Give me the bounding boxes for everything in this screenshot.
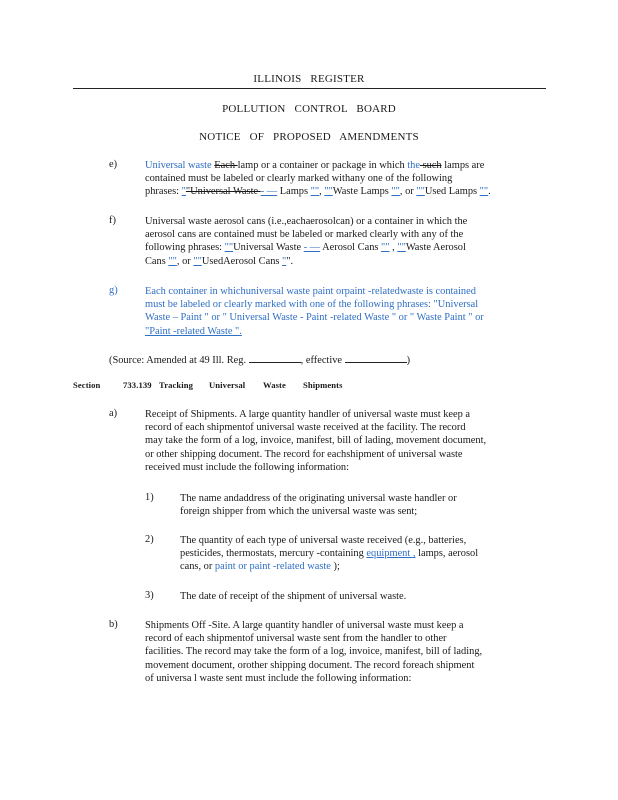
item-a-text: [145, 408, 535, 474]
e-phrase-used-lamps: Used Lamps: [424, 186, 480, 198]
e-phrase-universal-waste: "Universal Waste: [185, 186, 261, 198]
f-phrase-waste-aerosol: Waste Aerosol: [405, 242, 466, 254]
e-quote-2: "": [310, 186, 320, 198]
a-line4: or other shipping document. The record for eachshipment of universal waste: [145, 448, 463, 460]
f-end: ".: [286, 255, 294, 267]
section-title-tracking: Tracking: [159, 380, 194, 390]
section-title-waste: Waste: [263, 380, 286, 390]
f-dash: - —: [303, 242, 321, 254]
section-word: Section: [73, 380, 101, 390]
sub2-equipment: equipment ,: [366, 548, 416, 560]
f-cans: Cans: [145, 255, 169, 267]
item-b-label: b): [109, 619, 118, 630]
f-quote-3: "": [397, 242, 406, 254]
e-line2: contained must be labeled or clearly marked withany one of the following: [145, 173, 453, 185]
a-line2: record of each shipmentof universal waste received at the facility. The record: [145, 422, 466, 434]
source-text: (Source: Amended at 49 Ill. Reg.: [109, 355, 249, 366]
section-number: 733.139: [123, 380, 152, 390]
item-f-label: f): [109, 215, 116, 226]
b-line2: record of each shipmentof universal waste sent from the handler to other: [145, 633, 447, 645]
source-close: ): [406, 355, 411, 366]
sub2-paint-waste: paint or paint -related waste: [214, 561, 331, 573]
b-line5: of universa l waste sent must include the following information:: [145, 672, 412, 684]
sub3-label: 3): [145, 590, 154, 601]
e-quote-3: "": [324, 186, 333, 198]
b-line1: Shipments Off -Site. A large quantity handler of universal waste must keep a: [145, 620, 464, 631]
e-inserted-the: the: [407, 160, 420, 171]
e-phrase-lamps: Lamps: [277, 186, 311, 198]
e-quote-5: "": [416, 186, 425, 198]
item-g-text: [145, 285, 535, 338]
e-struck-such: such: [419, 160, 442, 171]
e-or: , or: [399, 186, 417, 198]
sub1-label: 1): [145, 492, 154, 503]
sub2-line3-end: );: [330, 561, 340, 573]
sub3-line1: The date of receipt of the shipment of universal waste.: [180, 591, 407, 602]
item-e-text: [145, 159, 535, 199]
sub2-line2-start: pesticides, thermostats, mercury -containing: [180, 548, 367, 560]
f-line3-start: following phrases:: [145, 242, 225, 254]
sub3-text: [180, 590, 530, 603]
e-struck-each: Each: [214, 160, 238, 171]
reg-blank: [249, 353, 301, 363]
f-quote-4: "": [168, 255, 177, 267]
e-quote-6: "": [479, 186, 489, 198]
e-comma: ,: [319, 186, 325, 198]
sub2-line3-start: cans, or: [180, 561, 215, 573]
sub2-line2-end: lamps, aerosol: [415, 548, 479, 560]
item-b-text: [145, 619, 535, 685]
e-quote-4: "": [391, 186, 400, 198]
a-line1: Receipt of Shipments. A large quantity handler of universal waste must keep a: [145, 409, 471, 420]
f-phrase-universal: Universal Waste: [233, 242, 304, 254]
f-quote-1: "": [224, 242, 234, 254]
e-line1-end: lamps are: [441, 160, 485, 171]
f-line1: Universal waste aerosol cans (i.e.,eachaerosolcan) or a container in which the: [145, 216, 468, 227]
e-period: .: [488, 186, 491, 198]
item-e-label: e): [109, 159, 118, 170]
f-phrase-aerosol-cans: Aerosol Cans: [320, 242, 382, 254]
f-quote-6: ": [282, 255, 287, 267]
e-phrase-waste-lamps: Waste Lamps: [332, 186, 392, 198]
header-rule: [73, 88, 546, 89]
f-quote-2: "": [381, 242, 390, 254]
g-line1: Each container in whichuniversal waste paint orpaint -relatedwaste is contained: [145, 286, 476, 297]
section-title-shipments: Shipments: [303, 380, 343, 390]
source-note: [109, 353, 539, 367]
effective-blank: [345, 353, 407, 363]
e-inserted-universal-waste: Universal waste: [145, 160, 215, 171]
a-line5: received must include the following information:: [145, 461, 350, 473]
item-f-text: [145, 215, 535, 268]
f-phrase-used-aerosol: UsedAerosol Cans: [201, 255, 283, 267]
sub2-label: 2): [145, 534, 154, 545]
sub1-line2: foreign shipper from which the universal waste was sent;: [180, 506, 418, 518]
g-line2: must be labeled or clearly marked with one of the following phrases: "Universal: [145, 299, 479, 311]
item-g-label: g): [109, 285, 118, 296]
f-or: , or: [176, 255, 194, 267]
effective-text: , effective: [300, 355, 345, 366]
sub2-line1: The quantity of each type of universal waste received (e.g., batteries,: [180, 535, 467, 546]
sub1-line1: The name andaddress of the originating universal waste handler or: [180, 493, 457, 504]
f-quote-5: "": [193, 255, 202, 267]
e-line1-text: lamp or a container or package in which: [237, 160, 408, 171]
g-line3: Waste – Paint " or " Universal Waste - Paint -related Waste " or " Waste Paint " or: [145, 312, 484, 324]
board-title: POLLUTION CONTROL BOARD: [222, 103, 396, 115]
b-line4: movement document, orother shipping document. The record foreach shipment: [145, 659, 475, 671]
e-quote-1: ": [181, 186, 186, 198]
sub1-text: [180, 492, 530, 518]
f-comma: ,: [389, 242, 398, 254]
a-line3: may take the form of a log, invoice, manifest, bill of lading, movement document,: [145, 435, 487, 447]
item-a-label: a): [109, 408, 118, 419]
b-line3: facilities. The record may take the form of a log, invoice, manifest, bill of lading,: [145, 646, 483, 658]
g-line4: "Paint -related Waste ".: [145, 325, 242, 337]
e-line3-start: phrases:: [145, 186, 182, 198]
e-dash: - —: [260, 186, 278, 198]
sub2-text: [180, 534, 530, 574]
register-title: ILLINOIS REGISTER: [253, 73, 365, 85]
notice-title: NOTICE OF PROPOSED AMENDMENTS: [199, 131, 419, 143]
f-line2: aerosol cans are contained must be labeled or marked clearly with any of the: [145, 229, 464, 241]
section-title-universal: Universal: [209, 380, 246, 390]
